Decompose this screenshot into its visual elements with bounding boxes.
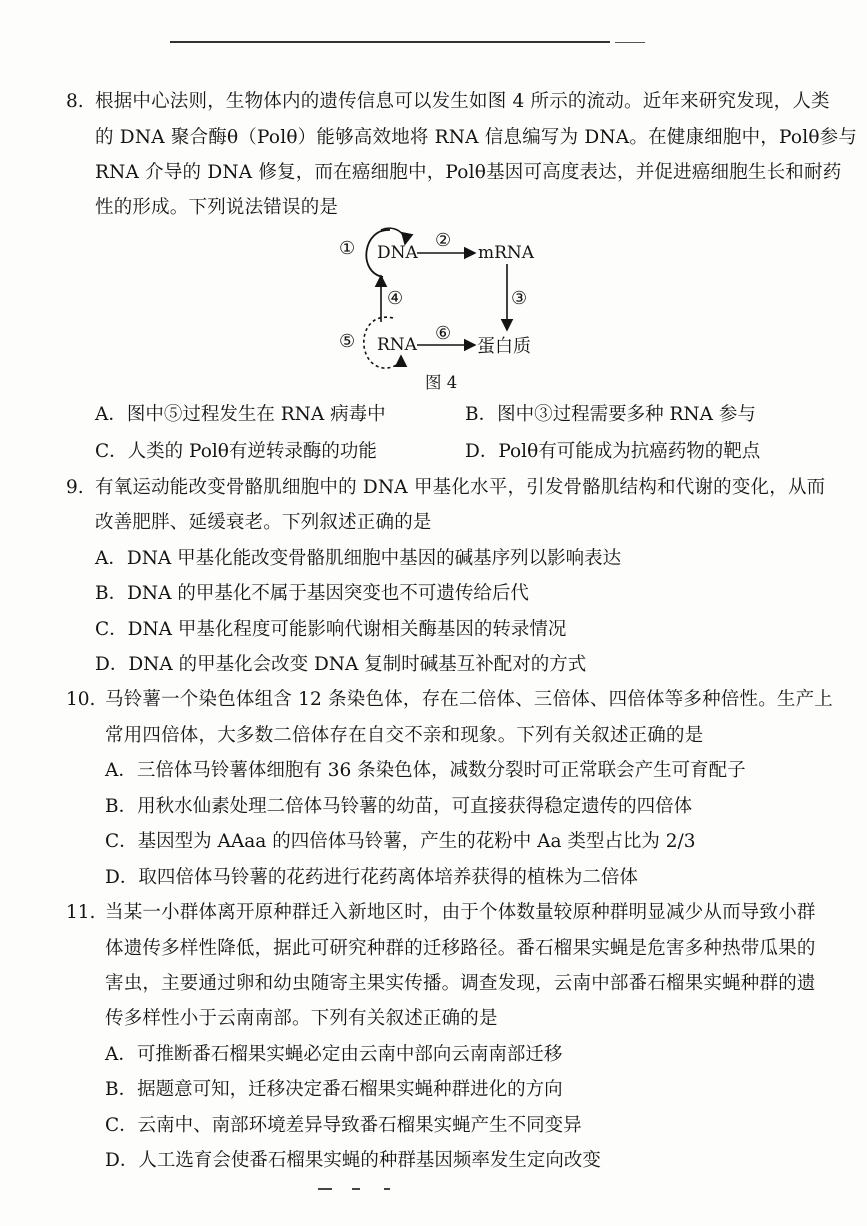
option-b: B．用秋水仙素处理二倍体马铃薯的幼苗，可直接获得稳定遗传的四倍体 <box>105 796 693 817</box>
question-number: 11. <box>66 902 96 923</box>
stem-line: 害虫，主要通过卵和幼虫随寄主果实传播。调查发现，云南中部番石榴果实蝇种群的遗 <box>105 973 816 994</box>
stem-line: 根据中心法则，生物体内的遗传信息可以发生如图 4 所示的流动。近年来研究发现，人类 <box>95 91 830 112</box>
node-protein: 蛋白质 <box>477 336 531 357</box>
label-process-3: ③ <box>511 288 528 309</box>
option-a: A．三倍体马铃薯体细胞有 36 条染色体，减数分裂时可正常联会产生可育配子 <box>105 760 746 781</box>
stem-line: 常用四倍体，大多数二倍体存在自交不亲和现象。下列有关叙述正确的是 <box>105 725 704 746</box>
central-dogma-diagram <box>335 222 545 372</box>
option-c: C．DNA 甲基化程度可能影响代谢相关酶基因的转录情况 <box>95 619 567 640</box>
option-b: B．DNA 的甲基化不属于基因突变也不可遗传给后代 <box>95 583 529 604</box>
option-c: C．云南中、南部环境差异导致番石榴果实蝇产生不同变异 <box>105 1115 582 1136</box>
stem-line: 改善肥胖、延缓衰老。下列叙述正确的是 <box>95 512 432 533</box>
label-process-4: ④ <box>387 288 404 309</box>
stem-line: 传多样性小于云南南部。下列有关叙述正确的是 <box>105 1008 498 1029</box>
stem-line: 当某一小群体离开原种群迁入新地区时，由于个体数量较原种群明显减少从而导致小群 <box>105 902 816 923</box>
label-process-6: ⑥ <box>435 323 452 344</box>
label-process-5: ⑤ <box>339 331 356 352</box>
stem-line: 马铃薯一个染色体组含 12 条染色体，存在二倍体、三倍体、四倍体等多种倍性。生产上 <box>105 689 834 710</box>
label-process-2: ② <box>435 230 452 251</box>
option-d: D．DNA 的甲基化会改变 DNA 复制时碱基互补配对的方式 <box>95 654 587 675</box>
question-number: 8. <box>66 91 84 112</box>
node-rna: RNA <box>377 335 417 355</box>
option-a: A．可推断番石榴果实蝇必定由云南中部向云南南部迁移 <box>105 1044 563 1065</box>
option-c: C．人类的 Polθ有逆转录酶的功能 <box>95 441 377 462</box>
option-a: A．DNA 甲基化能改变骨骼肌细胞中基因的碱基序列以影响表达 <box>95 548 622 569</box>
footer-marks <box>318 1188 408 1191</box>
header-rule <box>170 41 610 43</box>
option-b: B．图中③过程需要多种 RNA 参与 <box>465 404 756 425</box>
option-d: D．人工选育会使番石榴果实蝇的种群基因频率发生定向改变 <box>105 1150 601 1171</box>
question-number: 9. <box>66 477 84 498</box>
option-c: C．基因型为 AAaa 的四倍体马铃薯，产生的花粉中 Aa 类型占比为 2/3 <box>105 831 696 852</box>
node-mrna: mRNA <box>478 243 535 263</box>
option-b: B．据题意可知，迁移决定番石榴果实蝇种群进化的方向 <box>105 1079 563 1100</box>
stem-line: 体遗传多样性降低，据此可研究种群的迁移路径。番石榴果实蝇是危害多种热带瓜果的 <box>105 938 816 959</box>
header-rule-tail <box>615 42 645 43</box>
node-dna: DNA <box>377 243 418 263</box>
stem-line: 性的形成。下列说法错误的是 <box>95 197 339 218</box>
label-process-1: ① <box>339 238 356 259</box>
option-d: D．取四倍体马铃薯的花药进行花药离体培养获得的植株为二倍体 <box>105 867 638 888</box>
stem-line: 有氧运动能改变骨骼肌细胞中的 DNA 甲基化水平，引发骨骼肌结构和代谢的变化，从而 <box>95 477 826 498</box>
option-d: D．Polθ有可能成为抗癌药物的靶点 <box>465 441 761 462</box>
stem-line: RNA 介导的 DNA 修复，而在癌细胞中，Polθ基因可高度表达，并促进癌细胞生长和耐药 <box>95 162 842 183</box>
question-number: 10. <box>66 689 96 710</box>
figure-caption: 图 4 <box>425 373 458 392</box>
stem-line: 的 DNA 聚合酶θ（Polθ）能够高效地将 RNA 信息编写为 DNA。在健康细胞中，Polθ参与 <box>95 127 858 148</box>
option-a: A．图中⑤过程发生在 RNA 病毒中 <box>95 404 386 425</box>
